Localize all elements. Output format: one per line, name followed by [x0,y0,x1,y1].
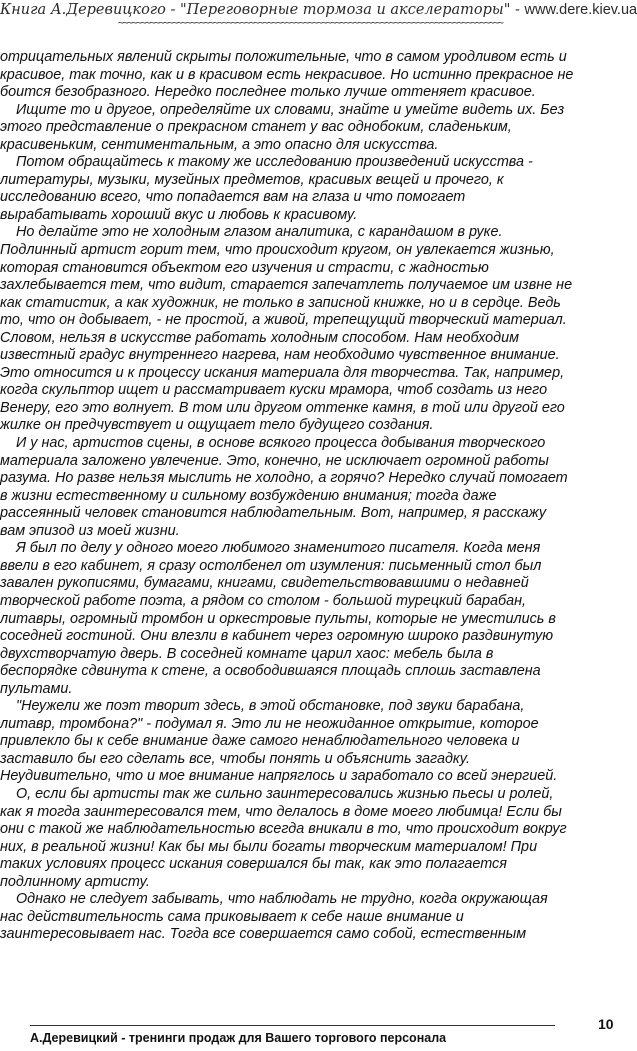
text-line: Потом обращайтесь к такому же исследованию произведений искусства - [0,154,533,171]
text-line: то, что он добывает, - не простой, а живой, трепещущий творческий материал. [0,312,567,329]
text-line: ввели в его кабинет, я сразу остолбенел от изумления: письменный стол был [0,557,542,574]
text-line: известный градус внутреннего нагрева, нам необходимо чувственное внимание. [0,347,560,364]
text-line: привлекло бы к себе внимание даже самого ненаблюдательного человека и [0,733,520,750]
text-line: заставило бы его сделать все, чтобы понять и объяснить загадку. [0,750,470,767]
text-line: Неудивительно, что и мое внимание напряглось и заработало со всей энергией. [0,768,558,785]
text-line: "Неужели же поэт творит здесь, в этой обстановке, под звуки барабана, [0,698,525,715]
text-line: вам эпизод из моей жизни. [0,522,180,539]
text-line: Однако не следует забывать, что наблюдать не трудно, когда окружающая [0,891,548,908]
text-line: Я был по делу у одного моего любимого знаменитого писателя. Когда меня [0,540,541,557]
text-line: как я тогда заинтересовался тем, что делалось в доме моего любимца! Если бы [0,803,562,820]
text-line: них, в реальной жизни! Как бы мы были богаты творческим материалом! При [0,838,538,855]
text-line: пультами. [0,680,73,697]
text-line: отрицательных явлений скрыты положительные, что в самом уродливом есть и [0,49,567,65]
text-line: жилке он предчувствует и ощущает тело будущего создания. [0,417,434,434]
text-line: Венеру, его это волнует. В том или другом оттенке камня, в той или другой его [0,399,565,416]
text-line: Это относится и к процессу искания материала для творчества. Так, например, [0,364,565,381]
text-line: материала заложено увлечение. Это, конечно, не исключает огромной работы [0,452,549,469]
text-line: в жизни естественному и сильному возбуждению внимания; тогда даже [0,487,497,504]
text-line: которая становится объектом его изучения и страсти, с жадностью [0,259,489,276]
header-separator: ~~~~~~~~~~~~~~~~~~~~~~~~~~~~~~~~~~~~~~~~~~~~~~~~~~~~~~~~~~~~~~~~~~~~~~~~~~~~~~~~~~~~~ [117,17,503,29]
text-line: беспорядке сдвинута к стене, а освободившаяся площадь сплошь заставлена [0,663,541,680]
text-line: Подлинный артист горит тем, что происходит кругом, он увлекается жизнью, [0,242,555,259]
text-line: когда скульптор ищет и рассматривает куски мрамора, чтоб создать из него [0,382,548,399]
text-line: литературы, музыки, музейных предметов, красивых вещей и прочего, к [0,171,504,188]
text-line: красивеньким, сентиментальным, а это опасно для искусства. [0,136,439,153]
text-line: заинтересовывает нас. Тогда все совершается само собой, естественным [0,926,527,943]
site-url: www.dere.kiev.ua [524,2,637,18]
text-line: захлебывается тем, что видит, старается запечатлеть получаемое им извне не [0,277,573,294]
text-line: соседней гостиной. Они влезли в кабинет через огромную широко раздвинутую [0,628,554,645]
footer-rule [30,1025,555,1026]
text-line: таких условиях процесс искания совершался бы так, как это полагается [0,856,507,873]
footer-text: А.Деревицкий - тренинги продаж для Вашего торгового персонала [30,1031,447,1045]
text-line: творческой работе поэта, а рядом со столом - большой турецкий барабан, [0,592,527,609]
text-line: вырабатывать хороший вкус и любовь к красивому. [0,206,358,223]
text-line: исследованию всего, что попадается вам на глаза и что помогает [0,189,466,206]
text-line: Но делайте это не холодным глазом аналитика, с карандашом в руке. [0,224,503,241]
text-line: подлинному артисту. [0,873,150,890]
page-header [0,0,637,36]
text-line: двухстворчатую дверь. В соседней комнате царил хаос: мебель была в [0,645,494,662]
page-number: 10 [598,1016,614,1032]
text-line: боится безобразного. Нередко последнее только лучше оттеняет красивое. [0,84,536,101]
text-line: красивое, так точно, как и в красивом есть некрасивое. Но истинно прекрасное не [0,66,574,83]
text-line: рассеянный человек становится наблюдательным. Вот, например, я расскажу [0,505,547,522]
text-line: как статистик, а как художник, не только в записной книжке, но и в сердце. Ведь [0,294,561,311]
text-line: Словом, нельзя в искусстве работать холодным способом. Нам необходим [0,329,519,346]
text-line: они с такой же наблюдательностью всегда вникали в то, что происходит вокруг [0,821,567,838]
text-line: разума. Но разве нельзя мыслить не холодно, а горячо? Нередко случай помогает [0,470,568,487]
text-line: завален рукописями, бумагами, книгами, свидетельствовавшими о недавней [0,575,529,592]
text-line: Ищите то и другое, определяйте их словами, знайте и умейте видеть их. Без [0,101,565,118]
text-line: И у нас, артистов сцены, в основе всякого процесса добывания творческого [0,435,546,452]
text-line: литавры, огромный тромбон и оркестровые пульты, которые не уместились в [0,610,556,627]
text-line: этого представление о прекрасном станет у вас однобоким, сладеньким, [0,119,512,136]
text-line: О, если бы артисты так же сильно заинтересовались жизнью пьесы и ролей, [0,785,554,802]
text-line: нас действительность сама приковывает к себе наше внимание и [0,908,464,925]
body-text [0,49,620,944]
text-line: литавр, тромбона?" - подумал я. Это ли не неожиданное открытие, которое [0,715,539,732]
book-title: Книга А.Деревицкого - "Переговорные тормоза и акселераторы" - [0,2,525,18]
